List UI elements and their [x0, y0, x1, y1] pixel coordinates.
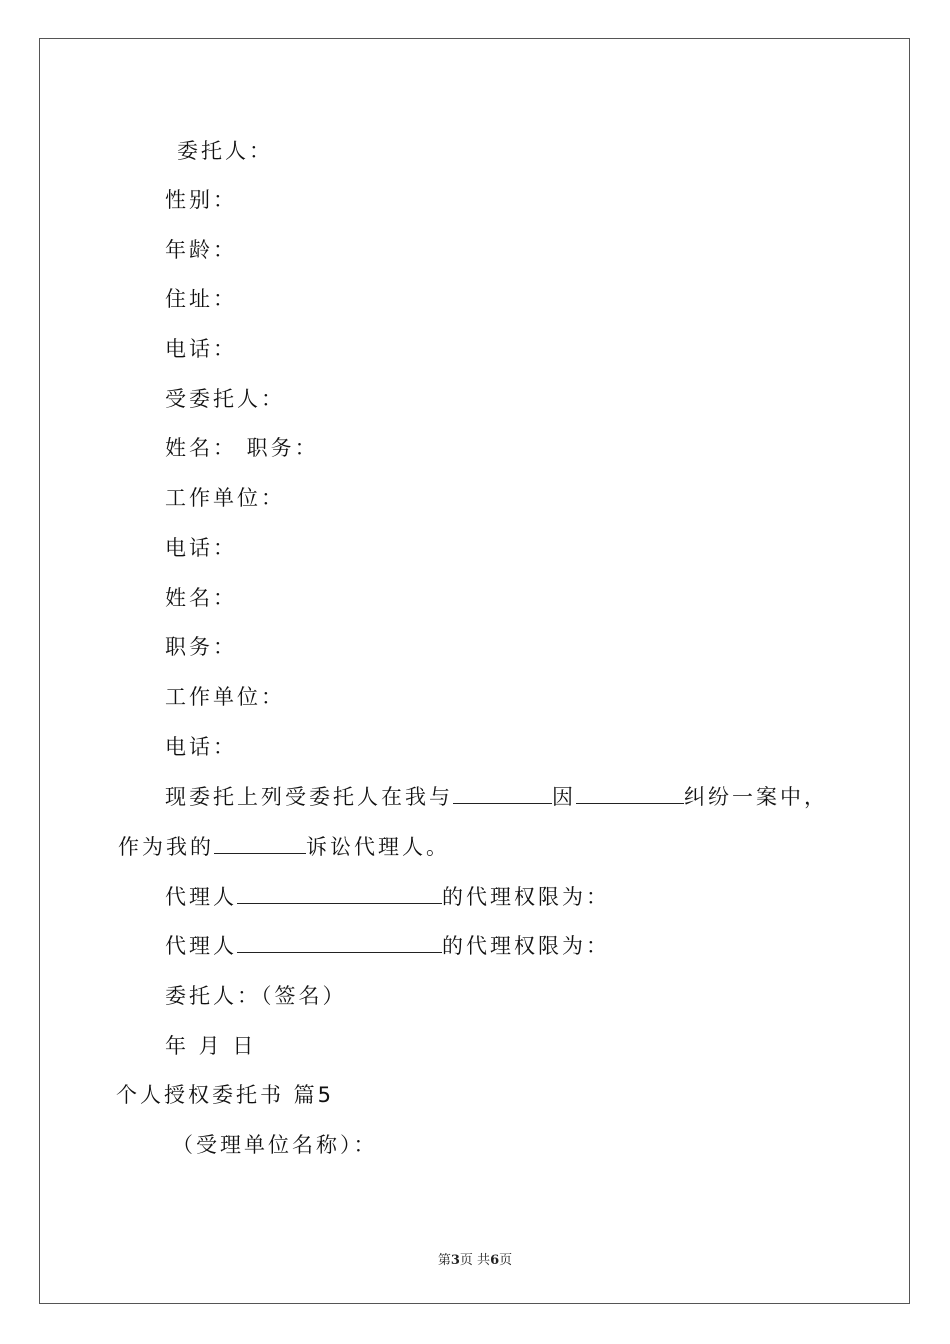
entrust-text-part5: 诉讼代理人。 [306, 835, 450, 859]
phone-label: 电话： [165, 735, 237, 759]
agent-authority-line [165, 884, 610, 910]
blank-dispute [576, 784, 684, 804]
gender-label: 性别： [165, 188, 237, 212]
blank-agent-name [237, 884, 442, 904]
name-label: 姓名： [165, 586, 237, 610]
page-footer [0, 1249, 950, 1268]
address-label: 住址： [165, 287, 237, 311]
agent-authority-text: 的代理权限为： [442, 885, 610, 909]
entrust-text-part1: 现委托上列受委托人在我与 [165, 785, 453, 809]
page-prefix: 第 [437, 1253, 451, 1268]
work-unit-label: 工作单位： [165, 486, 285, 510]
agent-authority-text: 的代理权限为： [442, 934, 610, 958]
entrust-text-part2: 因 [552, 785, 576, 809]
entrust-paragraph-line2 [118, 834, 450, 860]
phone-label: 电话： [165, 337, 237, 361]
agent-authority-label: 代理人 [165, 934, 237, 958]
agent-authority-label: 代理人 [165, 885, 237, 909]
signature-label: 委托人：（签名） [165, 984, 347, 1008]
title-label: 职务： [165, 635, 237, 659]
entrust-text-part4: 作为我的 [118, 835, 214, 859]
blank-opponent [453, 784, 552, 804]
page-total: 6 [490, 1253, 500, 1268]
section-heading: 个人授权委托书 篇5 [116, 1083, 335, 1107]
work-unit-label: 工作单位： [165, 685, 285, 709]
agent-authority-line [165, 933, 610, 959]
date-label: 年 月 日 [165, 1034, 257, 1058]
recipient-label: （受理单位名称）： [172, 1133, 378, 1157]
page-suffix: 页 [499, 1253, 513, 1268]
entrust-text-part3: 纠纷一案中， [684, 785, 828, 809]
page-border [39, 38, 910, 1304]
blank-role [214, 834, 306, 854]
name-title-label: 姓名： 职务： [165, 436, 319, 460]
phone-label: 电话： [165, 536, 237, 560]
agent-label: 受委托人： [165, 387, 285, 411]
entrust-paragraph-line1 [165, 784, 828, 810]
principal-label: 委托人： [177, 139, 273, 163]
page-current: 3 [450, 1253, 460, 1268]
page-mid: 页 共 [459, 1253, 491, 1268]
blank-agent-name [237, 933, 442, 953]
age-label: 年龄： [165, 238, 237, 262]
